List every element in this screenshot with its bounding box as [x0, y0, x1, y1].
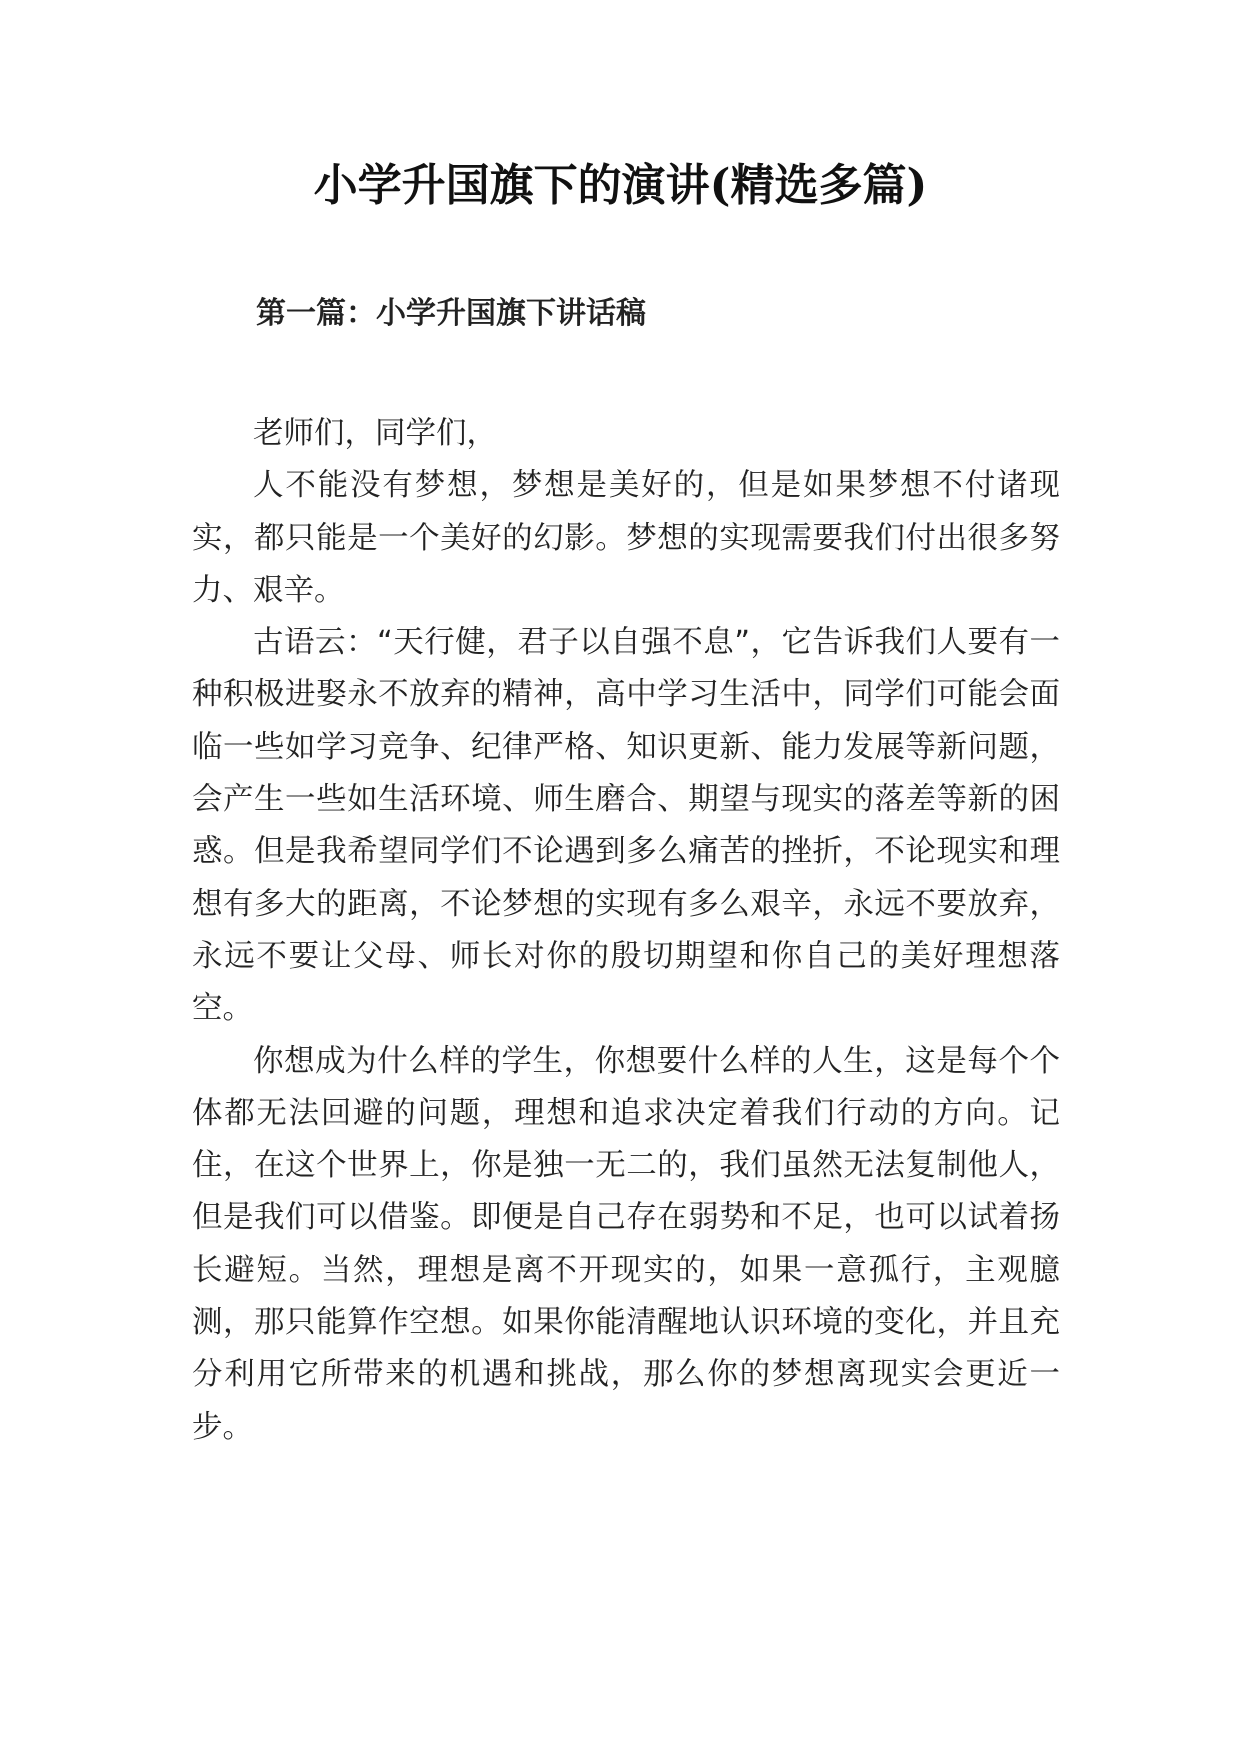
document-title: 小学升国旗下的演讲(精选多篇)	[313, 160, 928, 211]
section-heading: 第一篇：小学升国旗下讲话稿	[256, 296, 646, 331]
paragraph: 人不能没有梦想，梦想是美好的，但是如果梦想不付诸现实，都只能是一个美好的幻影。梦想的实现需要我们付出很多努力、艰辛。	[192, 468, 1060, 608]
paragraph-greeting: 老师们，同学们，	[253, 416, 497, 451]
paragraph: 你想成为什么样的学生，你想要什么样的人生，这是每个个体都无法回避的问题，理想和追求决定着我们行动的方向。记住，在这个世界上，你是独一无二的，我们虽然无法复制他人，但是我们可以借鉴。即便是自己存在弱势和不足，也可以试着扬长避短。当然，理想是离不开现实的，如果一意孤行，主观臆测，那只能算作空想。如果你能清醒地认识环境的变化，并且充分利用它所带来的机遇和挑战，那么你的梦想离现实会更近一步。	[192, 1043, 1060, 1445]
document-body	[192, 408, 1060, 1454]
paragraph: 古语云：“天行健，君子以自强不息”，它告诉我们人要有一种积极进娶永不放弃的精神，高中学习生活中，同学们可能会面临一些如学习竞争、纪律严格、知识更新、能力发展等新问题，会产生一些如生活环境、师生磨合、期望与现实的落差等新的困惑。但是我希望同学们不论遇到多么痛苦的挫折，不论现实和理想有多大的距离，不论梦想的实现有多么艰辛，永远不要放弃，永远不要让父母、师长对你的殷切期望和你自己的美好理想落空。	[192, 625, 1060, 1027]
